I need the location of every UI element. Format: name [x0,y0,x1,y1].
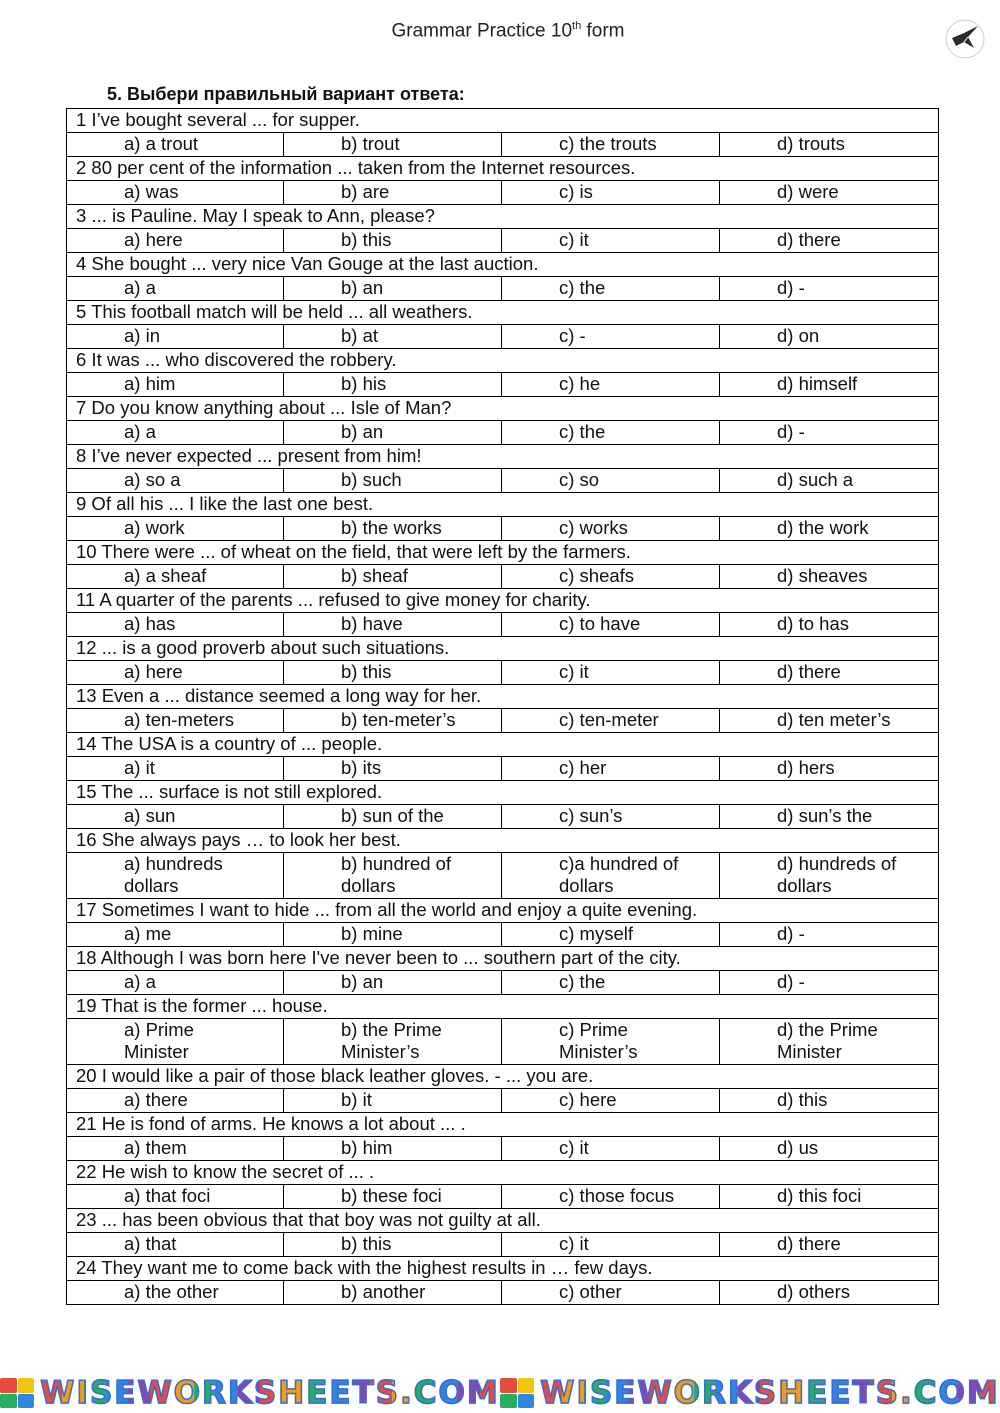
answer-option-a[interactable]: a) ten-meters [67,709,284,733]
question-row [67,995,939,1019]
question-row [67,589,939,613]
answer-option-d[interactable]: d) - [720,277,939,301]
answer-row [67,469,939,493]
answer-option-a[interactable]: a) them [67,1137,284,1161]
answer-option-a[interactable]: a) so a [67,469,284,493]
wiseworksheets-logo-icon [500,1378,534,1408]
answer-row [67,181,939,205]
watermark-2 [500,1375,1000,1411]
answer-row [67,229,939,253]
answer-row [67,1233,939,1257]
question-text: 16 She always pays … to look her best. [67,829,939,853]
answer-option-b[interactable]: b) such [284,469,502,493]
answer-option-b[interactable]: b) the works [284,517,502,541]
answer-option-d[interactable]: d) sheaves [720,565,939,589]
answer-option-c[interactable]: c) is [502,181,720,205]
question-row [67,541,939,565]
answer-option-b[interactable]: b) sun of the [284,805,502,829]
answer-option-d[interactable]: d) - [720,971,939,995]
question-text: 10 There were ... of wheat on the field, that were left by the farmers. [67,541,939,565]
answer-option-c[interactable]: c) the [502,971,720,995]
watermark-text: WISEWORKSHEETS.COM [540,1375,1000,1411]
answer-row [67,1137,939,1161]
answer-row [67,517,939,541]
question-text: 13 Even a ... distance seemed a long way for her. [67,685,939,709]
answer-option-a[interactable]: a) Prime Minister [67,1019,284,1065]
answer-row [67,133,939,157]
answer-option-c[interactable]: c) the [502,421,720,445]
answer-option-d[interactable]: d) hundreds of dollars [720,853,939,899]
answer-option-a[interactable]: a) has [67,613,284,637]
question-text: 3 ... is Pauline. May I speak to Ann, please? [67,205,939,229]
question-row [67,301,939,325]
answer-row [67,971,939,995]
answer-option-c[interactable]: c) it [502,1233,720,1257]
question-row [67,157,939,181]
answer-option-a[interactable]: a) a [67,421,284,445]
answer-option-d[interactable]: d) the work [720,517,939,541]
answer-row [67,373,939,397]
answer-row [67,1019,939,1065]
answer-option-c[interactable]: c) those focus [502,1185,720,1209]
answer-option-b[interactable]: b) an [284,277,502,301]
answer-option-b[interactable]: b) sheaf [284,565,502,589]
answer-option-c[interactable]: c) the [502,277,720,301]
question-text: 6 It was ... who discovered the robbery. [67,349,939,373]
answer-option-a[interactable]: a) that [67,1233,284,1257]
answer-option-a[interactable]: a) him [67,373,284,397]
quiz-table [66,108,939,1305]
question-text: 24 They want me to come back with the highest results in … few days. [67,1257,939,1281]
answer-option-b[interactable]: b) are [284,181,502,205]
question-text: 21 He is fond of arms. He knows a lot about ... . [67,1113,939,1137]
question-row [67,733,939,757]
question-row [67,685,939,709]
page-title-tail: form [581,20,625,42]
question-text: 23 ... has been obvious that that boy was not guilty at all. [67,1209,939,1233]
answer-option-c[interactable]: c) her [502,757,720,781]
wiseworksheets-logo-icon [0,1378,34,1408]
answer-option-b[interactable]: b) an [284,421,502,445]
answer-option-c[interactable]: c) to have [502,613,720,637]
question-text: 7 Do you know anything about ... Isle of Man? [67,397,939,421]
question-row [67,1161,939,1185]
question-text: 22 He wish to know the secret of ... . [67,1161,939,1185]
answer-option-c[interactable]: c) works [502,517,720,541]
answer-option-b[interactable]: b) trout [284,133,502,157]
answer-option-b[interactable]: b) him [284,1137,502,1161]
answer-option-d[interactable]: d) others [720,1281,939,1305]
answer-row [67,421,939,445]
answer-option-b[interactable]: b) this [284,1233,502,1257]
answer-option-d[interactable]: d) ten meter’s [720,709,939,733]
page-title: Grammar Practice 10 [391,20,573,42]
answer-row [67,565,939,589]
answer-row [67,805,939,829]
answer-option-d[interactable]: d) such a [720,469,939,493]
answer-option-b[interactable]: b) this [284,661,502,685]
answer-option-c[interactable]: c) ten-meter [502,709,720,733]
answer-option-d[interactable]: d) sun’s the [720,805,939,829]
watermark-text: WISEWORKSHEETS.COM [40,1375,500,1411]
answer-row [67,325,939,349]
question-text: 20 I would like a pair of those black leather gloves. - ... you are. [67,1065,939,1089]
question-text: 19 That is the former ... house. [67,995,939,1019]
answer-row [67,613,939,637]
answer-row [67,923,939,947]
question-text: 1 I’ve bought several ... for supper. [67,109,939,133]
answer-option-d[interactable]: d) there [720,661,939,685]
answer-option-d[interactable]: d) - [720,923,939,947]
question-text: 2 80 per cent of the information ... taken from the Internet resources. [67,157,939,181]
question-row [67,109,939,133]
answer-option-a[interactable]: a) here [67,661,284,685]
answer-option-b[interactable]: b) these foci [284,1185,502,1209]
footer-watermark [0,1376,1000,1410]
question-row [67,253,939,277]
answer-option-b[interactable]: b) an [284,971,502,995]
question-row [67,205,939,229]
question-text: 14 The USA is a country of ... people. [67,733,939,757]
answer-row [67,853,939,899]
answer-option-c[interactable]: c) Prime Minister’s [502,1019,720,1065]
question-row [67,899,939,923]
answer-option-c[interactable]: c) - [502,325,720,349]
question-text: 17 Sometimes I want to hide ... from all the world and enjoy a quite evening. [67,899,939,923]
answer-option-b[interactable]: b) hundred of dollars [284,853,502,899]
answer-row [67,1089,939,1113]
answer-option-c[interactable]: c) myself [502,923,720,947]
question-text: 8 I’ve never expected ... present from him! [67,445,939,469]
answer-option-d[interactable]: d) there [720,229,939,253]
answer-option-b[interactable]: b) mine [284,923,502,947]
answer-row [67,1185,939,1209]
question-text: 11 A quarter of the parents ... refused to give money for charity. [67,589,939,613]
answer-option-b[interactable]: b) the Prime Minister’s [284,1019,502,1065]
answer-option-c[interactable]: c) here [502,1089,720,1113]
answer-option-c[interactable]: c) sheafs [502,565,720,589]
answer-option-b[interactable]: b) it [284,1089,502,1113]
question-row [67,637,939,661]
answer-option-b[interactable]: b) ten-meter’s [284,709,502,733]
answer-option-d[interactable]: d) the Prime Minister [720,1019,939,1065]
question-text: 18 Although I was born here I've never been to ... southern part of the city. [67,947,939,971]
answer-option-a[interactable]: a) a [67,277,284,301]
answer-row [67,757,939,781]
answer-option-d[interactable]: d) were [720,181,939,205]
question-row [67,1257,939,1281]
answer-option-c[interactable]: c) the trouts [502,133,720,157]
question-row [67,781,939,805]
answer-option-c[interactable]: c)a hundred of dollars [502,853,720,899]
exercise-heading: 5. Выбери правильный вариант ответа: [107,84,465,104]
answer-option-d[interactable]: d) - [720,421,939,445]
answer-option-a[interactable]: a) in [67,325,284,349]
answer-option-d[interactable]: d) this [720,1089,939,1113]
answer-option-b[interactable]: b) have [284,613,502,637]
answer-option-d[interactable]: d) to has [720,613,939,637]
question-row [67,349,939,373]
answer-option-b[interactable]: b) at [284,325,502,349]
answer-option-a[interactable]: a) sun [67,805,284,829]
answer-option-d[interactable]: d) this foci [720,1185,939,1209]
question-text: 4 She bought ... very nice Van Gouge at the last auction. [67,253,939,277]
answer-option-d[interactable]: d) hers [720,757,939,781]
answer-row [67,277,939,301]
answer-option-a[interactable]: a) a sheaf [67,565,284,589]
answer-option-b[interactable]: b) its [284,757,502,781]
answer-row [67,709,939,733]
answer-row [67,661,939,685]
question-row [67,947,939,971]
answer-option-a[interactable]: a) that foci [67,1185,284,1209]
answer-option-d[interactable]: d) trouts [720,133,939,157]
answer-option-c[interactable]: c) he [502,373,720,397]
answer-option-a[interactable]: a) was [67,181,284,205]
answer-option-d[interactable]: d) on [720,325,939,349]
answer-option-a[interactable]: a) work [67,517,284,541]
question-text: 15 The ... surface is not still explored. [67,781,939,805]
question-row [67,1209,939,1233]
watermark-1 [0,1375,500,1411]
answer-option-a[interactable]: a) a trout [67,133,284,157]
question-row [67,493,939,517]
answer-option-d[interactable]: d) himself [720,373,939,397]
answer-option-d[interactable]: d) us [720,1137,939,1161]
question-row [67,829,939,853]
answer-option-b[interactable]: b) his [284,373,502,397]
answer-option-a[interactable]: a) there [67,1089,284,1113]
question-text: 9 Of all his ... I like the last one best. [67,493,939,517]
answer-option-c[interactable]: c) it [502,661,720,685]
answer-option-a[interactable]: a) it [67,757,284,781]
answer-option-c[interactable]: c) other [502,1281,720,1305]
answer-option-c[interactable]: c) sun’s [502,805,720,829]
answer-row [67,1281,939,1305]
page-header [0,20,1000,42]
question-row [67,445,939,469]
answer-option-c[interactable]: c) so [502,469,720,493]
answer-option-a[interactable]: a) hundreds dollars [67,853,284,899]
answer-option-c[interactable]: c) it [502,229,720,253]
bird-logo-icon [944,18,986,60]
question-row [67,1113,939,1137]
answer-option-c[interactable]: c) it [502,1137,720,1161]
question-text: 12 ... is a good proverb about such situations. [67,637,939,661]
answer-option-a[interactable]: a) the other [67,1281,284,1305]
question-row [67,1065,939,1089]
answer-option-b[interactable]: b) this [284,229,502,253]
answer-option-a[interactable]: a) me [67,923,284,947]
answer-option-d[interactable]: d) there [720,1233,939,1257]
answer-option-b[interactable]: b) another [284,1281,502,1305]
question-text: 5 This football match will be held ... all weathers. [67,301,939,325]
answer-option-a[interactable]: a) here [67,229,284,253]
answer-option-a[interactable]: a) a [67,971,284,995]
question-row [67,397,939,421]
title-superscript: th [572,20,582,32]
